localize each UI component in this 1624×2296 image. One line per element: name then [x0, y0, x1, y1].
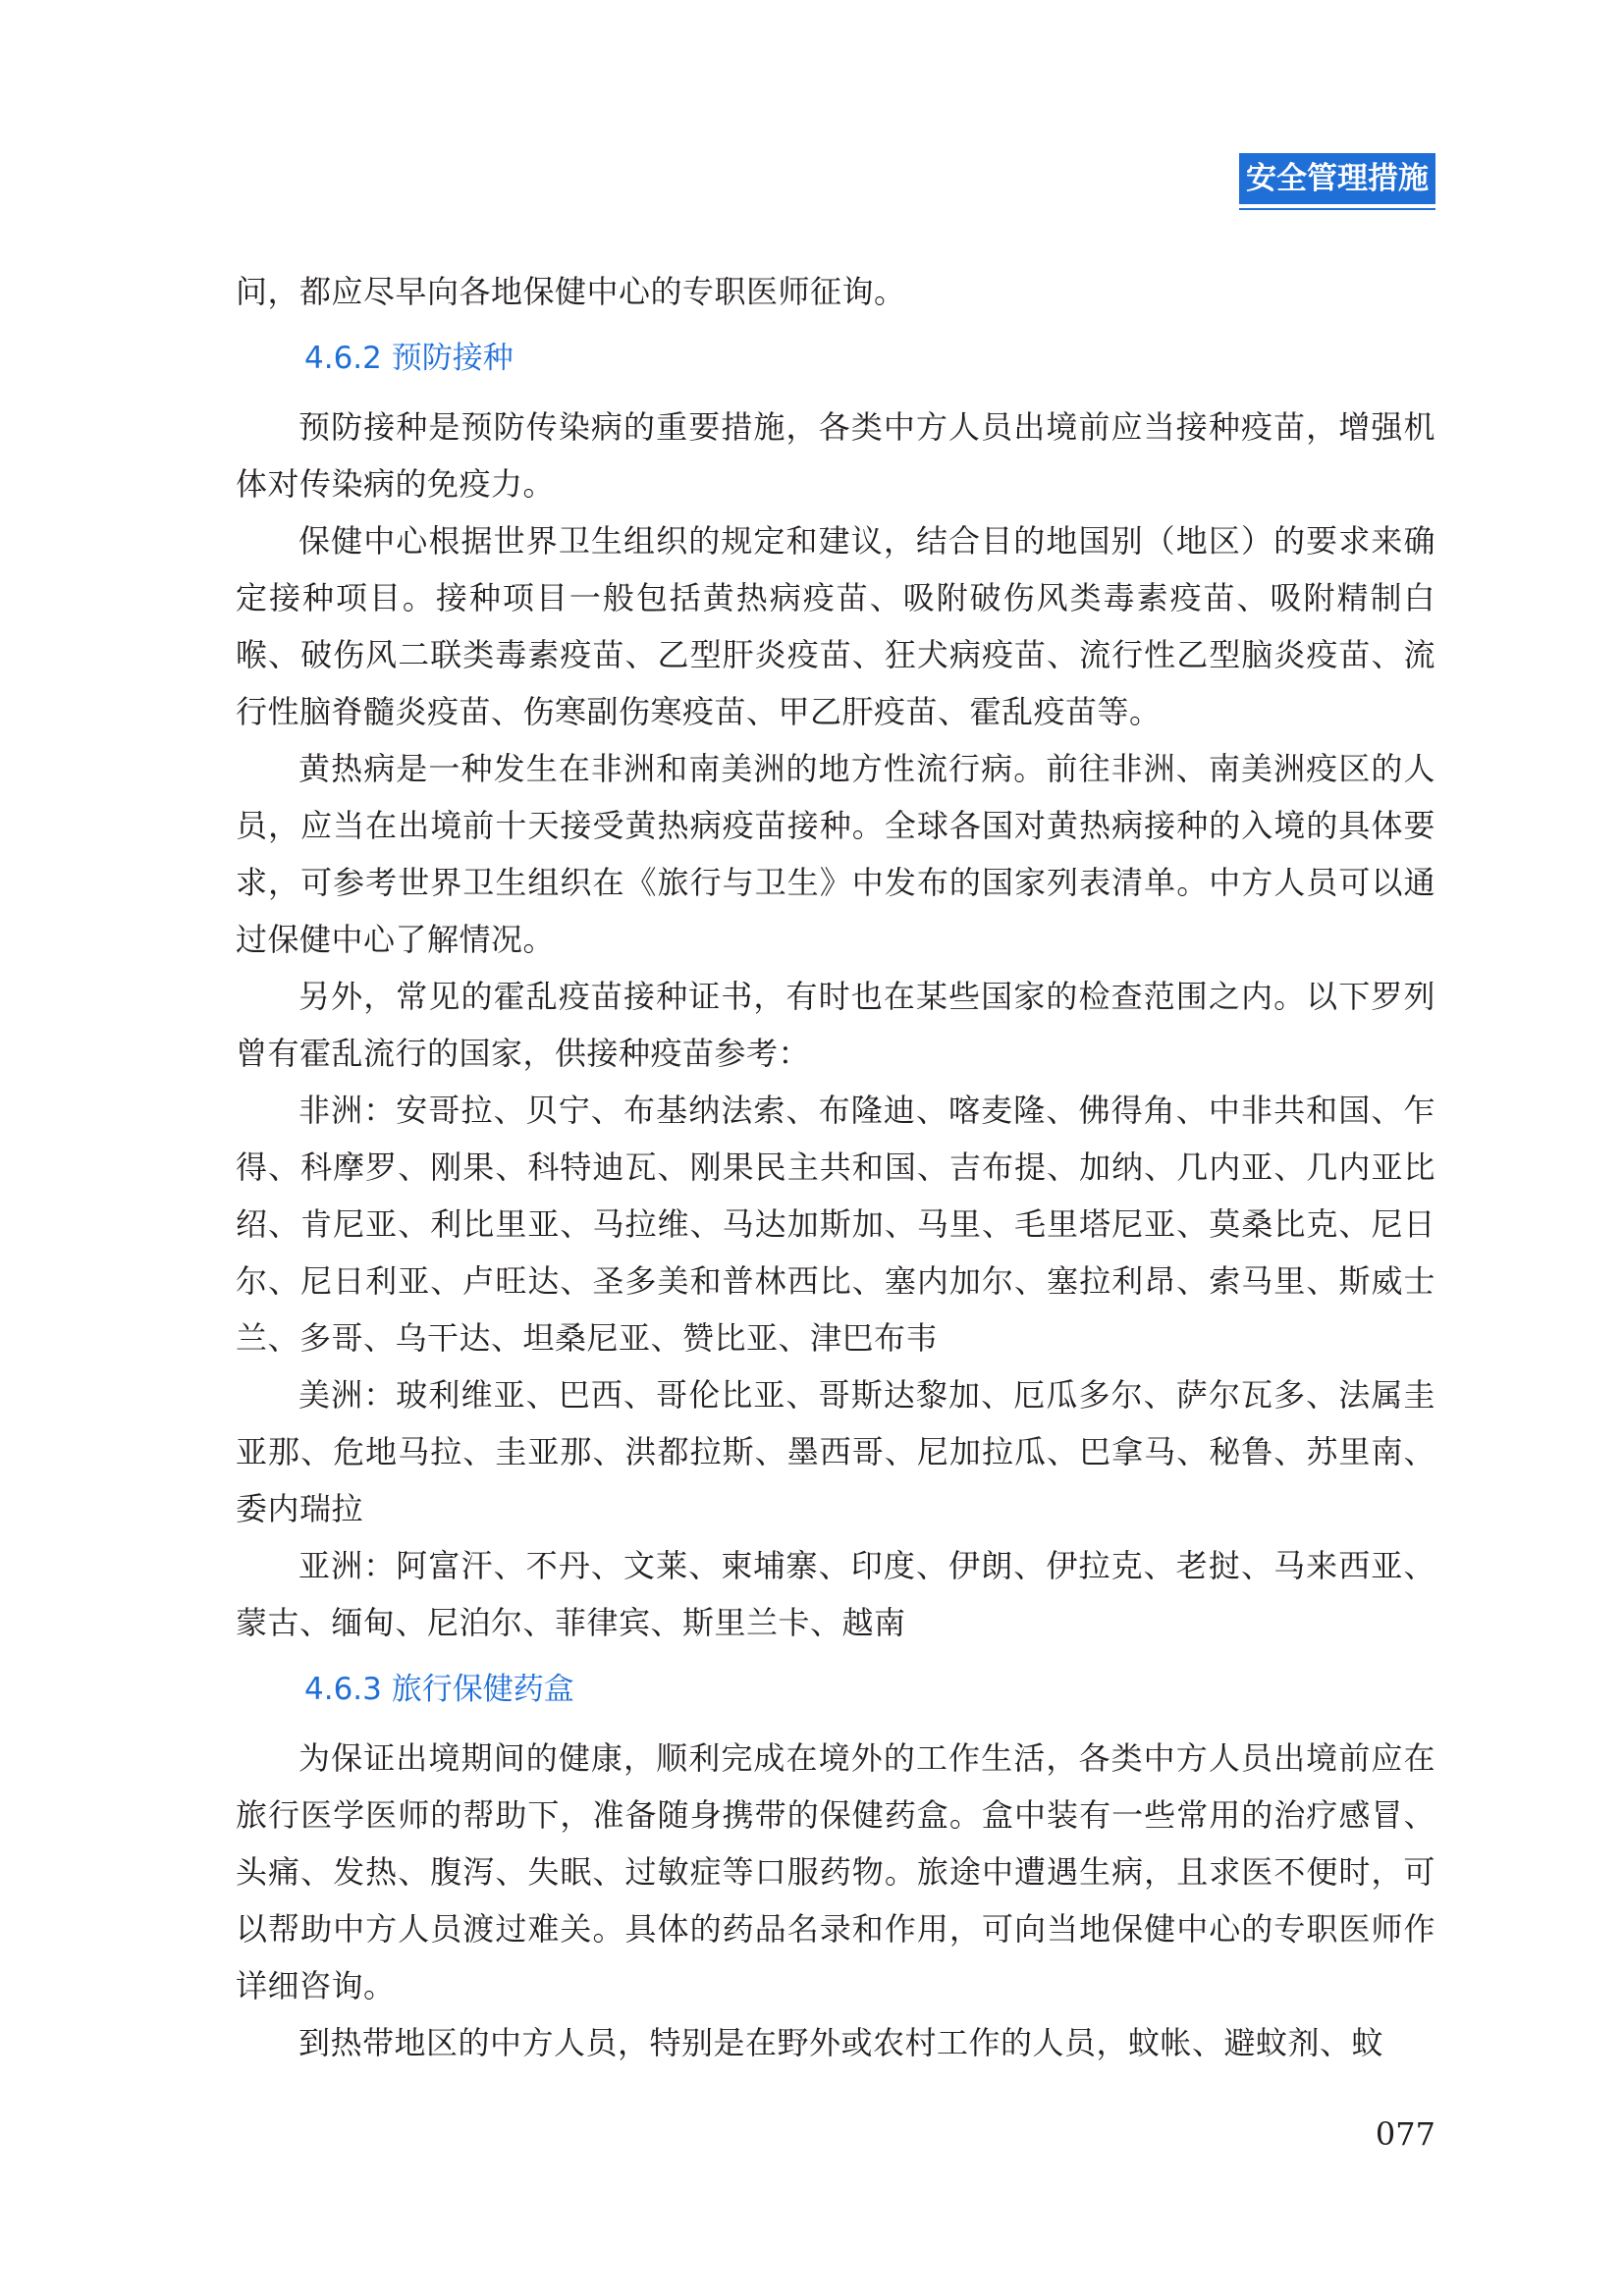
paragraph-africa-list: 非洲：安哥拉、贝宁、布基纳法索、布隆迪、喀麦隆、佛得角、中非共和国、乍得、科摩罗、刚果、科特迪瓦、刚果民主共和国、吉布提、加纳、几内亚、几内亚比绍、肯尼亚、利比里亚、马拉维、马达加斯加、马里、毛里塔尼亚、莫桑比克、尼日尔、尼日利亚、卢旺达、圣多美和普林西比、塞内加尔、塞拉利昂、索马里、斯威士兰、多哥、乌干达、坦桑尼亚、赞比亚、津巴布韦: [236, 1092, 1435, 1357]
section-badge: 安全管理措施: [1239, 153, 1435, 204]
section-heading-4-6-2: 4.6.2 预防接种: [304, 341, 514, 376]
paragraph: 预防接种是预防传染病的重要措施，各类中方人员出境前应当接种疫苗，增强机体对传染病的免疫力。: [236, 408, 1435, 503]
section-heading-4-6-3: 4.6.3 旅行保健药盒: [304, 1672, 574, 1707]
page-number: 077: [1375, 2115, 1435, 2153]
paragraph: 保健中心根据世界卫生组织的规定和建议，结合目的地国别（地区）的要求来确定接种项目。接种项目一般包括黄热病疫苗、吸附破伤风类毒素疫苗、吸附精制白喉、破伤风二联类毒素疫苗、乙型肝炎疫苗、狂犬病疫苗、流行性乙型脑炎疫苗、流行性脑脊髓炎疫苗、伤寒副伤寒疫苗、甲乙肝疫苗、霍乱疫苗等。: [236, 522, 1435, 730]
paragraph-continuation: 问，都应尽早向各地保健中心的专职医师征询。: [236, 273, 906, 310]
header-rule: [1239, 208, 1435, 210]
paragraph-america-list: 美洲：玻利维亚、巴西、哥伦比亚、哥斯达黎加、厄瓜多尔、萨尔瓦多、法属圭亚那、危地马拉、圭亚那、洪都拉斯、墨西哥、尼加拉瓜、巴拿马、秘鲁、苏里南、委内瑞拉: [236, 1376, 1435, 1527]
paragraph: 为保证出境期间的健康，顺利完成在境外的工作生活，各类中方人员出境前应在旅行医学医师的帮助下，准备随身携带的保健药盒。盒中装有一些常用的治疗感冒、头痛、发热、腹泻、失眠、过敏症等口服药物。旅途中遭遇生病，且求医不便时，可以帮助中方人员渡过难关。具体的药品名录和作用，可向当地保健中心的专职医师作详细咨询。: [236, 1739, 1435, 2004]
body-text: [236, 263, 1435, 2071]
paragraph: 另外，常见的霍乱疫苗接种证书，有时也在某些国家的检查范围之内。以下罗列曾有霍乱流行的国家，供接种疫苗参考：: [236, 978, 1435, 1072]
paragraph: 黄热病是一种发生在非洲和南美洲的地方性流行病。前往非洲、南美洲疫区的人员，应当在出境前十天接受黄热病疫苗接种。全球各国对黄热病接种的入境的具体要求，可参考世界卫生组织在《旅行与卫生》中发布的国家列表清单。中方人员可以通过保健中心了解情况。: [236, 750, 1435, 958]
paragraph: 到热带地区的中方人员，特别是在野外或农村工作的人员，蚊帐、避蚊剂、蚊: [298, 2024, 1384, 2061]
paragraph-asia-list: 亚洲：阿富汗、不丹、文莱、柬埔寨、印度、伊朗、伊拉克、老挝、马来西亚、蒙古、缅甸、尼泊尔、菲律宾、斯里兰卡、越南: [236, 1547, 1435, 1641]
